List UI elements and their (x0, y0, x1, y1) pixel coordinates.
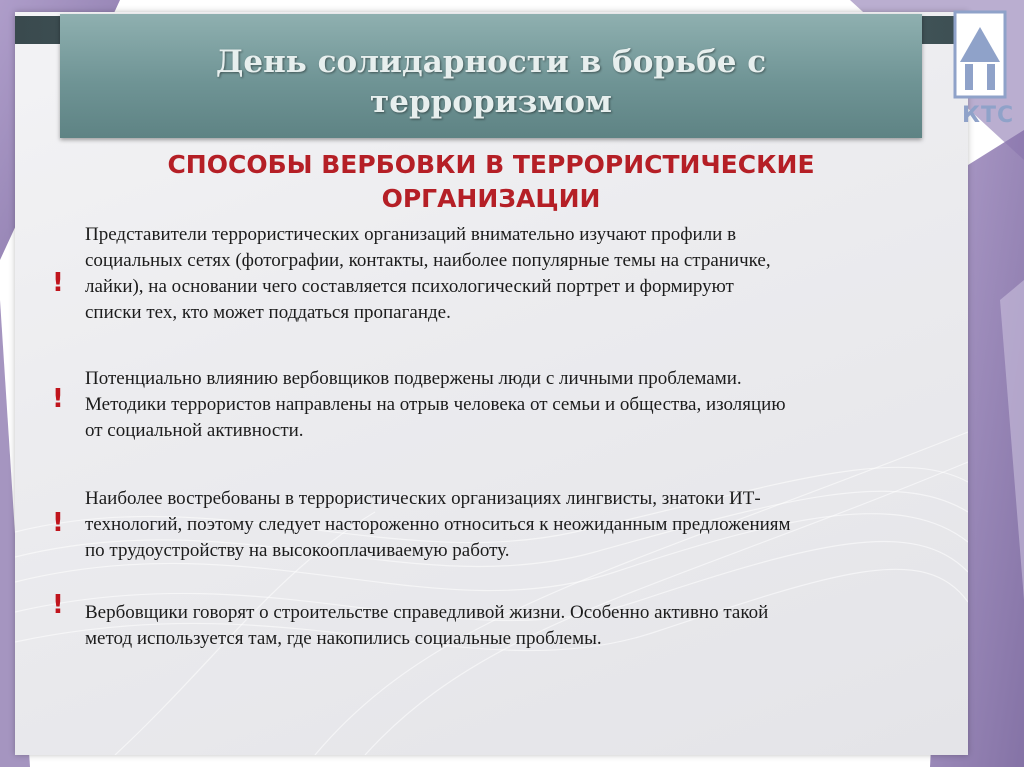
item-line: Методики террористов направлены на отрыв человека от семьи и общества, изоляцию (85, 394, 786, 415)
title-line-1: День солидарности в борьбе с (215, 44, 767, 80)
page-title (60, 42, 922, 122)
item-line: списки тех, кто может поддаться пропаганде. (85, 302, 451, 323)
heading-line-2: ОРГАНИЗАЦИИ (381, 184, 601, 213)
item-line: лайки), на основании чего составляется психологический портрет и формируют (85, 276, 734, 297)
exclamation-icon: ! (52, 508, 64, 538)
item-line: Наиболее востребованы в террористических организациях лингвисты, знатоки ИТ- (85, 488, 761, 509)
item-line: от социальной активности. (85, 420, 304, 441)
list-item (40, 366, 940, 444)
exclamation-icon: ! (52, 384, 64, 414)
exclamation-icon: ! (52, 268, 64, 298)
item-line: социальных сетях (фотографии, контакты, наиболее популярные темы на страничке, (85, 250, 771, 271)
item-line: метод используется там, где накопились социальные проблемы. (85, 628, 602, 649)
list-item (40, 222, 940, 326)
item-line: по трудоустройству на высокооплачиваемую работу. (85, 540, 510, 561)
list-item (40, 590, 940, 652)
list-item (40, 486, 940, 564)
item-line: Потенциально влиянию вербовщиков подвержены люди с личными проблемами. (85, 368, 742, 389)
logo-text: КТС (962, 103, 1015, 128)
bullet-list (40, 222, 940, 692)
title-line-2: терроризмом (370, 84, 612, 120)
heading-line-1: СПОСОБЫ ВЕРБОВКИ В ТЕРРОРИСТИЧЕСКИЕ (167, 150, 815, 179)
item-line: технологий, поэтому следует настороженно относиться к неожиданным предложениям (85, 514, 791, 535)
item-line: Представители террористических организаций внимательно изучают профили в (85, 224, 737, 245)
exclamation-icon: ! (52, 590, 64, 620)
item-line: Вербовщики говорят о строительстве справедливой жизни. Особенно активно такой (85, 602, 769, 623)
section-heading (60, 148, 922, 216)
